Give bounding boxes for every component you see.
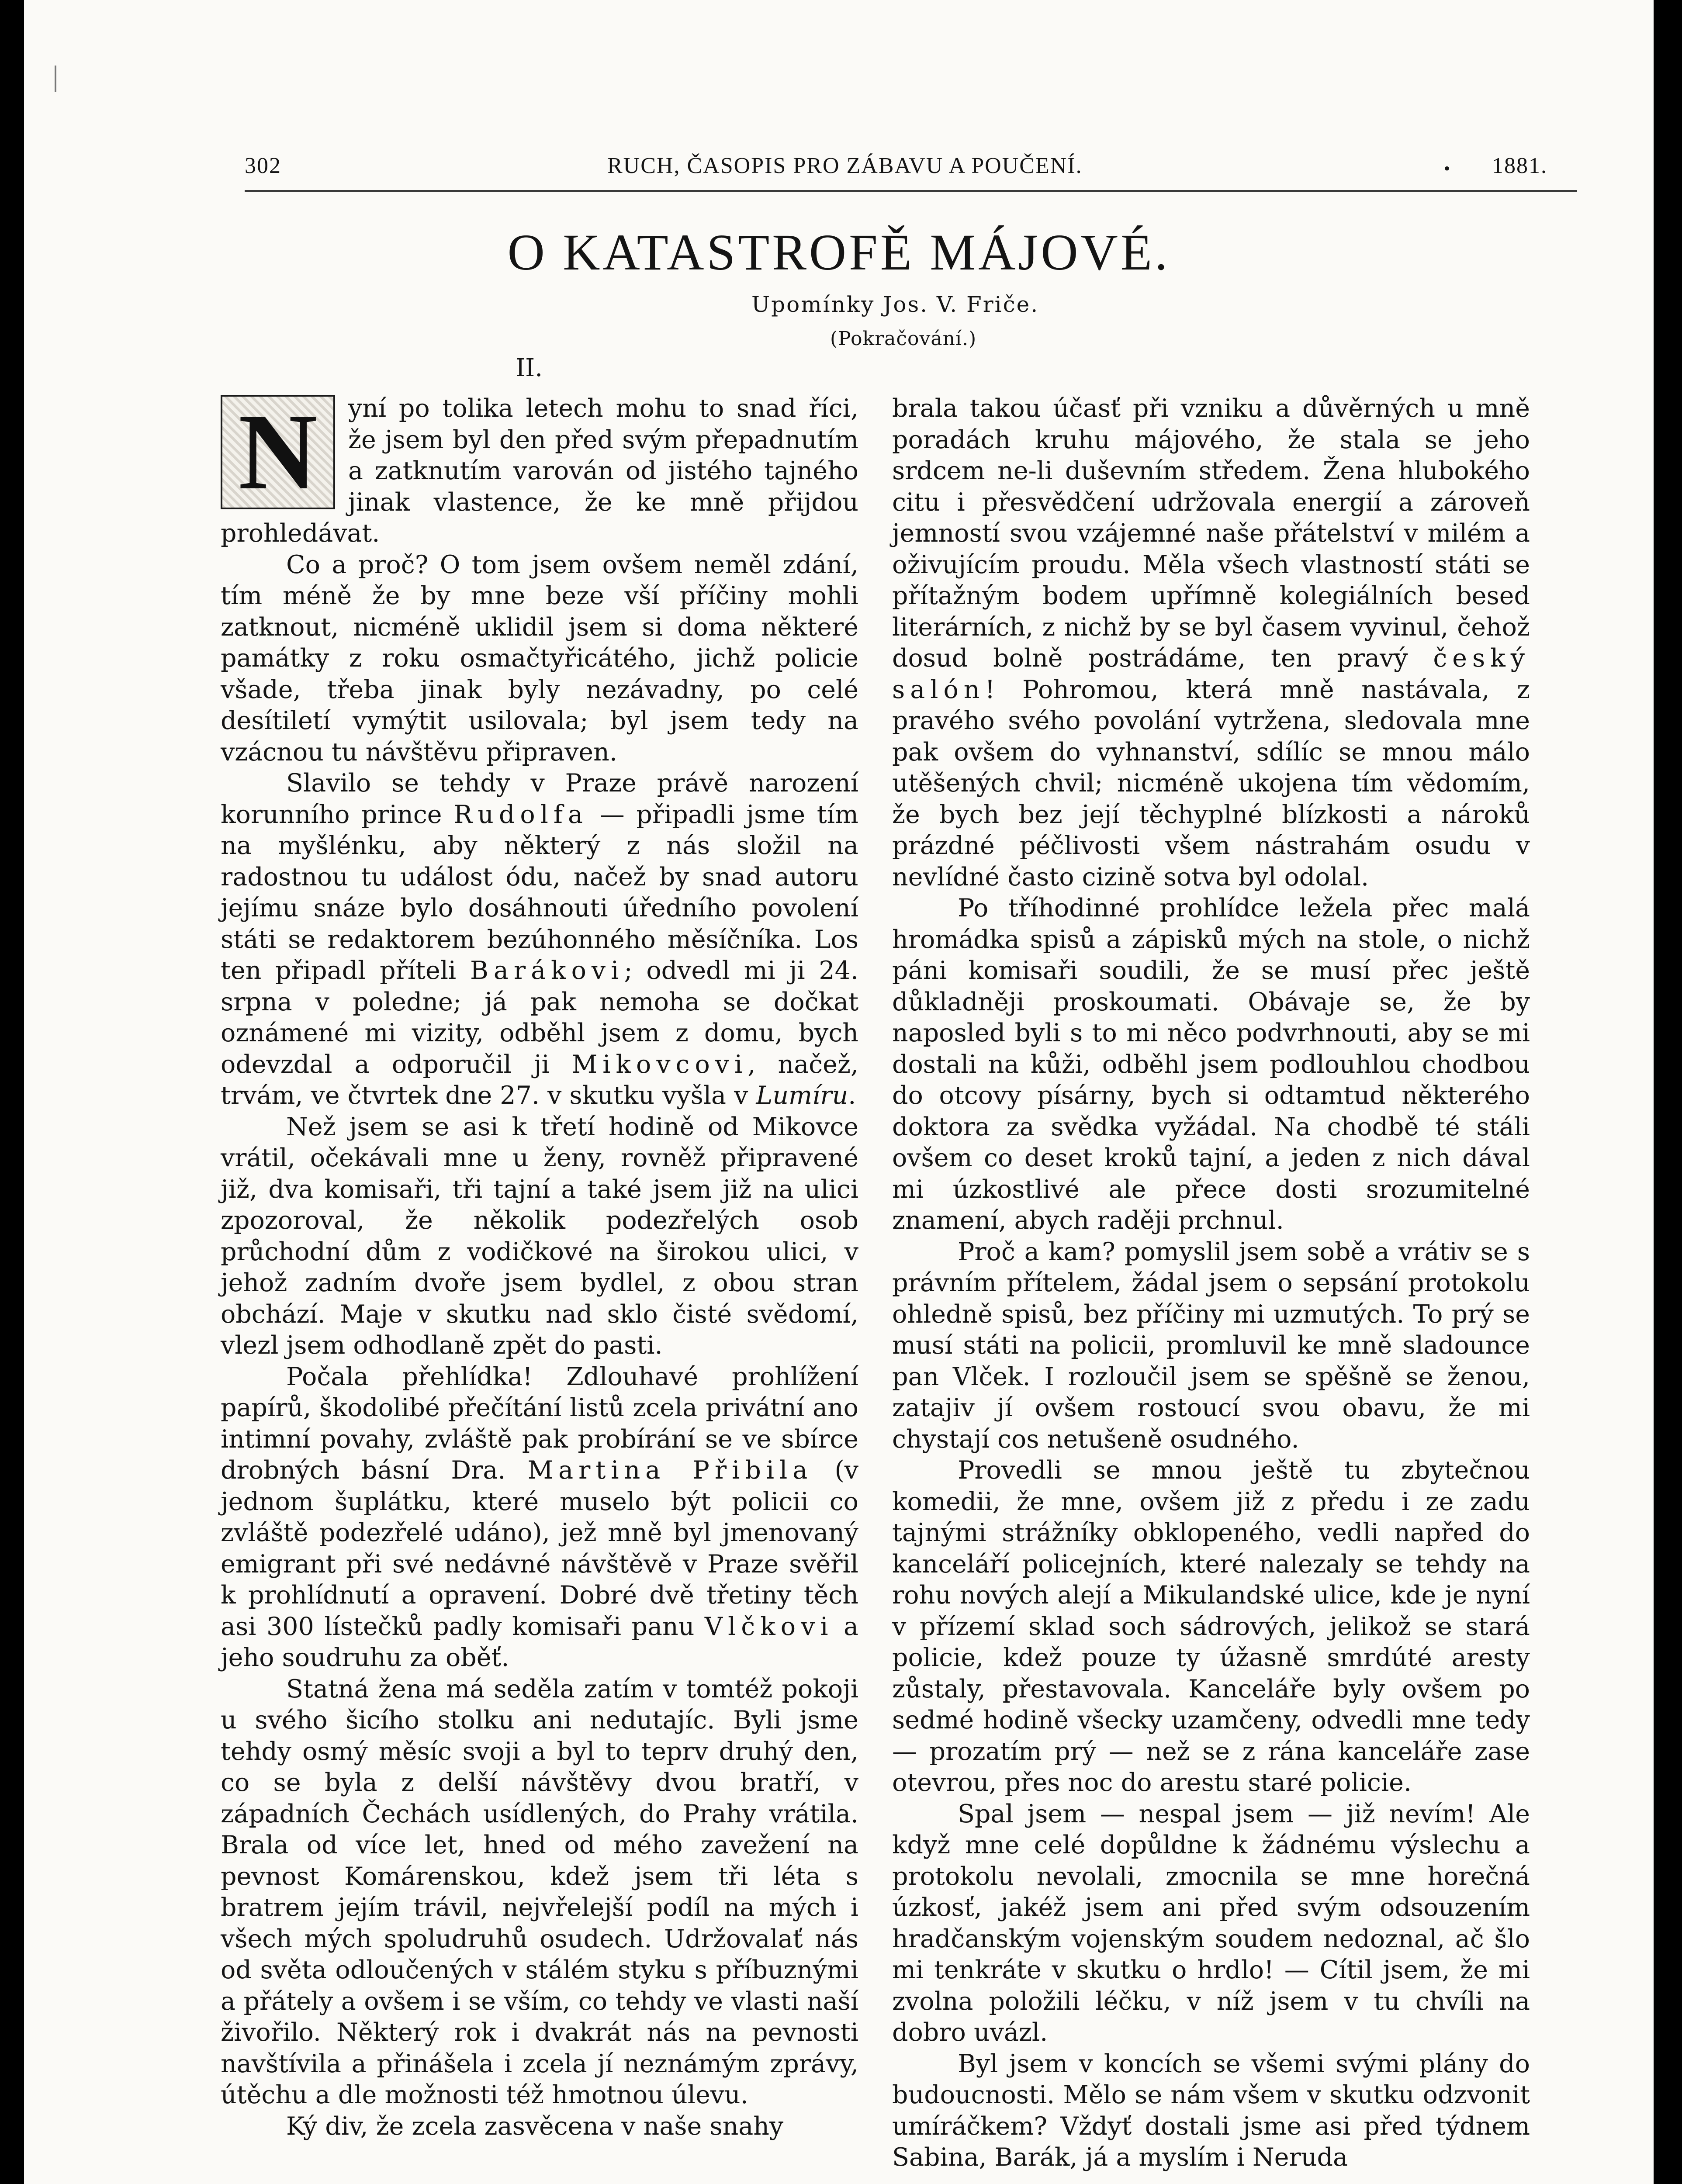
page: [24, 0, 1654, 2184]
paragraph: [221, 1362, 858, 1674]
running-title: RUCH, ČASOPIS PRO ZÁBAVU A POUČENÍ.: [607, 153, 1083, 178]
paragraph-text: .: [848, 1081, 856, 1110]
spaced-name: Mikovcovi: [571, 1050, 748, 1079]
continued-note: (Pokračování.): [830, 328, 977, 350]
header-mark: •: [1444, 159, 1451, 178]
paragraph-text: — připadli jsme tím na myšlénku, aby některý z nás složil na radostnou tu událost ódu, načež by snad autoru jejímu snáze bylo dosáhnouti úředního povolení státi se redaktorem bezúhonného měsíčníka. Los ten připadl příteli: [221, 800, 858, 985]
paragraph-text: (v jednom šuplátku, které muselo být policii co zvláště podezřelé udáno), jež mně byl jmenovaný emigrant při své nedávné návštěvě v Praze svěřil k prohlídnutí a opravení. Dobré dvě třetiny těch asi 300 lístečků padly komisaři panu: [221, 1456, 859, 1641]
paragraph: Statná žena má seděla zatím v tomtéž pokoji u svého šicího stolku ani nedutajíc. Byli jsme tehdy osmý měsíc svoji a byl to teprv druhý den, co se byla z delší návštěvy dvou bratří, v západních Čechách usídlených, do Prahy vrátila. Brala od více let, hned od mého zavežení na pevnost Komárenskou, kdež jsem tři léta s bratrem jejím trávil, nejvřelejší podíl na mých i všech mých spoludruhů osudech. Udržovalať nás od světa odloučených v stálém styku s příbuznými a přátely a ovšem i se vším, co tehdy ve vlasti naší živořilo. Některý rok i dvakrát nás na pevnosti navštívila a přinášela i zcela jí neznámým zprávy, útěchu a dle možnosti též hmotnou úlevu.: [221, 1674, 858, 2109]
paragraph: Provedli se mnou ještě tu zbytečnou komedii, že mne, ovšem již z předu i ze zadu tajnými strážníky obklopeného, vedli napřed do kanceláří policejních, které nalezaly se tehdy na rohu nových alejí a Mikulandské ulice, kde je nyní v přízemí sklad soch sádrových, jelikož se stará policie, kdež pouze ty úžasně smrdúté aresty zůstaly, přestavovala. Kanceláře byly ovšem po sedmé hodině všecky uzamčeny, odvedli mne tedy — prozatím prý — než se z rána kanceláře zase otevrou, přes noc do arestu staré policie.: [892, 1456, 1530, 1797]
spaced-name: Vlčkovi: [704, 1612, 834, 1641]
header-rule: [245, 190, 1577, 192]
paragraph: Proč a kam? pomyslil jsem sobě a vrátiv se s právním přítelem, žádal jsem o sepsání protokolu ohledně spisů, bez příčiny mi uzmutých. To prý se musí státi na policii, promluvil ke mně sladounce pan Vlček. I rozloučil jsem se spěšně se ženou, zatajiv jí ovšem rostoucí svou obavu, že mi chystají cos netušeně osudného.: [892, 1237, 1530, 1454]
paragraph-text: Slavilo se tehdy v Praze právě narození korunního prince: [221, 769, 858, 829]
paragraph: [221, 393, 858, 549]
paragraph: Spal jsem — nespal jsem — již nevím! Ale když mne celé dopůldne k žádnému výslechu a protokolu nevolali, zmocnila se mne horečná úzkosť, jakéž jsem ani před svým odsouzením hradčanským vojenským soudem nedoznal, ač šlo mi tenkráte v skutku o hrdlo! — Cítil jsem, že mi zvolna položili léčku, v níž jsem v tu chvíli na dobro uvázl.: [892, 1799, 1530, 2047]
paragraph-text: Počala přehlídka! Zdlouhavé prohlížení papírů, škodolibé přečítání listů zcela privátní ano intimní povahy, zvláště pak probírání se ve sbírce drobných básní Dra.: [221, 1362, 858, 1485]
paragraph-text: brala takou účasť při vzniku a důvěrných u mně poradách kruhu májového, že stala se jeho srdcem ne-li duševním středem. Žena hlubokého citu i přesvědčení udržovala energií a zároveň jemností svou vzájemné naše přátelství v milém a oživujícím proudu. Měla všech vlastností státi se přítažným bodem upřímně kolegiálních besed literárních, z nichž by se byl časem vyvinul, čehož dosud bolně postrádáme, ten pravý: [892, 394, 1530, 673]
left-column: [221, 393, 858, 2142]
paragraph: Co a proč? O tom jsem ovšem neměl zdání, tím méně že by mne beze vší příčiny mohli zatknout, nicméně uklidil jsem si doma některé památky z roku osmačtyřicátého, jichž policie všade, třeba jinak byly nezávadny, po celé desítiletí vymýtit usilovala; byl jsem tedy na vzácnou tu návštěvu připraven.: [221, 550, 858, 767]
ornamental-initial-letter: N: [238, 391, 318, 512]
paragraph-text: ! Pohromou, která mně nastávala, z pravého svého povolání vytržena, sledovala mne pak ovšem do vyhnanství, sdílíc se mnou málo utěšených chvil; nicméně ukojena tím vědomím, že bych bez její těchyplné blízkosti a nároků prázdné péčlivosti všem nástrahám osudu v nevlídné často cizině sotva byl odolal.: [892, 675, 1530, 892]
paragraph: Byl jsem v koncích se všemi svými plány do budoucnosti. Mělo se nám všem v skutku odzvonit umíráčkem? Vždyť dostali jsme asi před týdnem Sabina, Barák, já a myslím i Neruda: [892, 2049, 1530, 2172]
article-title: O KATASTROFĚ MÁJOVÉ.: [507, 224, 1170, 281]
chapter-number: II.: [516, 354, 543, 382]
paragraph-text: yní po tolika letech mohu to snad říci, že jsem byl den před svým přepadnutím a zatknutím varován od jistého tajného jinak vlastence, že ke mně přijdou prohledávat.: [221, 394, 858, 548]
page-number: 302: [245, 153, 281, 178]
paragraph: Ký div, že zcela zasvěcena v naše snahy: [286, 2111, 784, 2141]
spaced-name: český salón: [892, 644, 1530, 704]
scan-edge-mark: [55, 66, 56, 92]
article-byline: Upomínky Jos. V. Friče.: [751, 292, 1039, 317]
paragraph: [221, 768, 858, 1112]
spaced-name: Barákovi: [470, 956, 624, 985]
paragraph-text: a jeho soudruhu za oběť.: [221, 1612, 858, 1672]
ornamental-initial: [221, 391, 335, 512]
spaced-name: Martina Přibila: [527, 1456, 813, 1485]
paragraph-text: , načež, trvám, ve čtvrtek dne 27. v skutku vyšla v: [221, 1050, 858, 1110]
paragraph: [892, 393, 1530, 893]
right-column: [892, 393, 1530, 2174]
running-header: [24, 153, 1654, 183]
paragraph-text: ; odvedl mi ji 24. srpna v poledne; já pak nemoha se dočkat oznámené mi vizity, odběhl jsem z domu, bych odevzdal a odporučil ji: [221, 956, 859, 1079]
paragraph: Než jsem se asi k třetí hodině od Mikovce vrátil, očekávali mne u ženy, rovněž připravené již, dva komisaři, tři tajní a také jsem již na ulici zpozoroval, že několik podezřelých osob průchodní dům z vodičkové na širokou ulici, v jehož zadním dvoře jsem bydlel, z obou stran obchází. Maje v skutku nad sklo čisté svědomí, vlezl jsem odhodlaně zpět do pasti.: [221, 1112, 858, 1360]
spaced-name: Rudolfa: [453, 800, 588, 829]
paragraph: Po tříhodinné prohlídce ležela přec malá hromádka spisů a zápisků mých na stole, o nichž páni komisaři soudili, že se musí přec ještě důkladněji proskoumati. Obávaje se, že by naposled byli s to mi něco podvrhnouti, aby se mi dostali na kůži, odběhl jsem podlouhlou chodbou do otcovy písárny, bych si odtamtud některého doktora za svědka vyžádal. Na chodbě té stáli ovšem co deset kroků tajní, a jeden z nich dával mi úzkostlivé ale přece dosti srozumitelné znamení, abych raději prchnul.: [892, 894, 1530, 1235]
italic-title: Lumíru: [756, 1081, 848, 1110]
header-year: 1881.: [1492, 153, 1547, 178]
